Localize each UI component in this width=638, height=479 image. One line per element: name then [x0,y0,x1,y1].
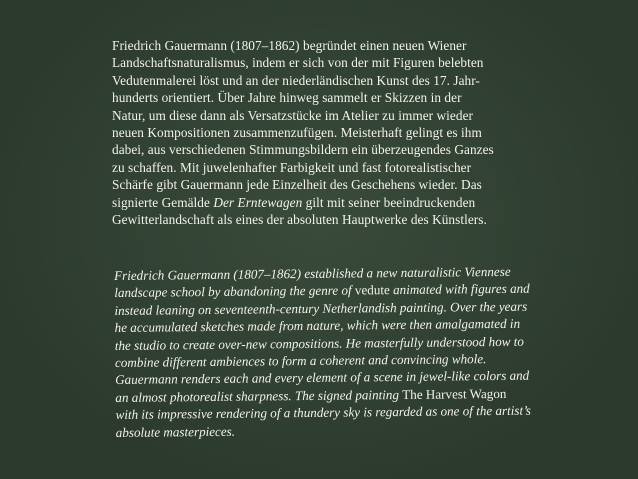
german-line: Natur, um diese dann als Versatzstücke im Atelier zu immer wieder [112,107,474,123]
english-line-text: landscape school by abandoning the genre of [114,282,355,301]
german-line: zu schaffen. Mit juwelenhafter Farbigkeit und fast fotorealistischer [112,159,472,175]
english-term-vedute: vedute [354,282,390,298]
english-painting-title: The Harvest Wagon [402,385,507,402]
german-line: Landschaftsnaturalismus, indem er sich von der mit Figuren belebten [112,55,484,71]
german-line: Gewitterlandschaft als eines der absoluten Hauptwerke des Künstlers. [112,212,487,228]
german-line: neuen Kompositionen zusammenzufügen. Meisterhaft gelingt es ihm [112,125,482,141]
english-line: he accumulated sketches made from nature, which were then amalgamated in [114,315,521,336]
german-line: Schärfe gibt Gauermann jede Einzelheit des Geschehens wieder. Das [112,177,482,193]
german-line-text: signierte Gemälde [112,194,214,210]
english-line-text: an almost photorealist sharpness. The signed painting [115,386,403,405]
german-painting-title: Der Erntewagen [213,194,303,210]
german-line-text: gilt mit seiner beeindruckenden [302,194,476,210]
german-line: Friedrich Gauermann (1807–1862) begründet einen neuen Wiener [112,38,467,53]
english-line: instead leaning on seventeenth-century Netherlandish painting. Over the years [114,298,528,318]
german-line [112,194,542,211]
german-text [112,37,542,228]
english-line: with its impressive rendering of a thundery sky is regarded as one of the artist’s [115,402,531,423]
english-line: combine different ambiences to form a coherent and convincing whole. [114,351,487,371]
english-line: Gauermann renders each and every element of a scene in jewel-like colors and [115,368,530,388]
english-text [114,262,546,441]
english-line: Friedrich Gauermann (1807–1862) established a new naturalistic Viennese [114,263,511,283]
german-line: Vedutenmalerei löst und an der niederländischen Kunst des 17. Jahr- [112,72,480,88]
english-line: absolute masterpieces. [115,423,236,440]
german-line: dabei, aus verschiedenen Stimmungsbildern ein überzeugendes Ganzes [112,142,494,158]
english-line: the studio to create over-new compositions. He masterfully understood how to [114,333,524,353]
german-line: hunderts orientiert. Über Jahre hinweg sammelt er Skizzen in der [112,90,462,106]
english-line-text: animated with figures and [389,281,530,298]
